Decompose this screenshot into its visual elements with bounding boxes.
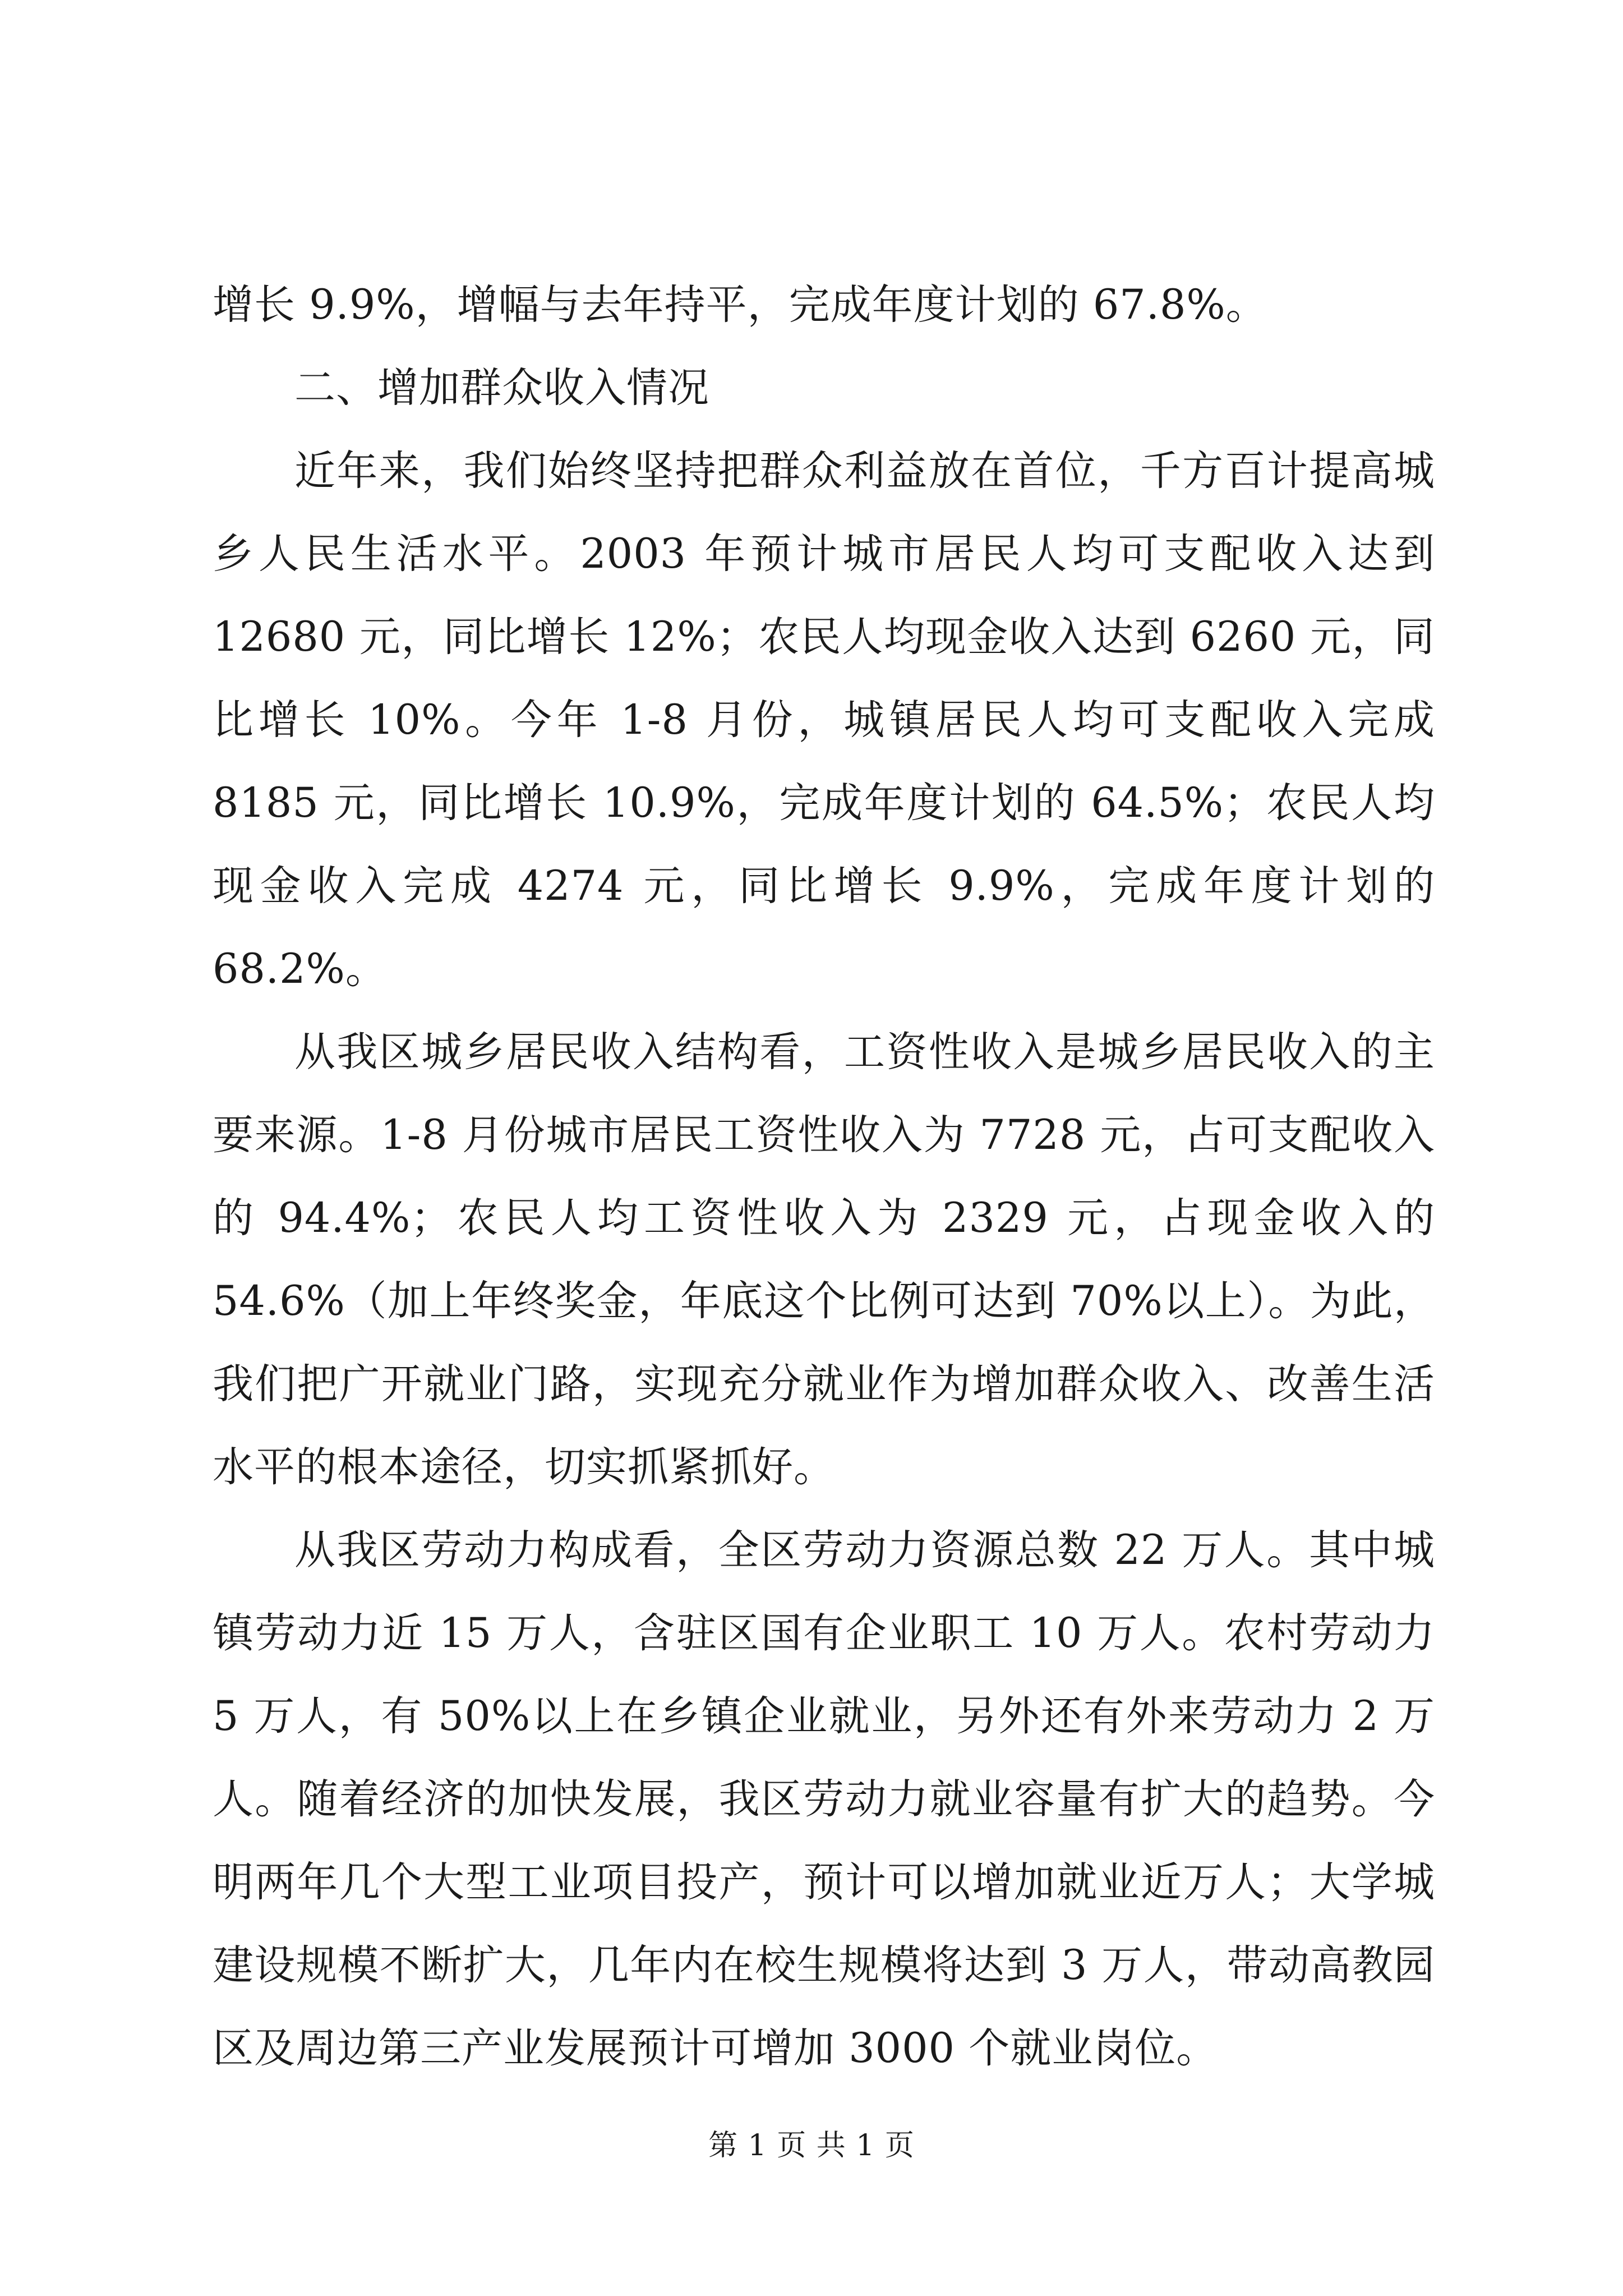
section-heading: 二、增加群众收入情况 (294, 364, 709, 412)
labor-force-paragraph: 从我区劳动力构成看，全区劳动力资源总数 22 万人。其中城镇劳动力近 15 万人，含驻区国有企业职工 10 万人。农村劳动力 5 万人，有 50%以上在乡镇企业就业，另外还有外来劳动力 2 万人。随着经济的加快发展，我区劳动力就业容量有扩大的趋势。今明两年几个大型工业项目投产，预计可以增加就业近万人；大学城建设规模不断扩大，几年内在校生规模将达到 3 万人，带动高教园区及周边第三产业发展预计可增加 3000 个就业岗位。 (213, 1526, 1435, 2072)
document-body (213, 264, 1435, 2090)
income-paragraph: 近年来，我们始终坚持把群众利益放在首位，千方百计提高城乡人民生活水平。2003 年预计城市居民人均可支配收入达到 12680 元，同比增长 12%；农民人均现金收入达到 6260 元，同比增长 10%。今年 1-8 月份，城镇居民人均可支配收入完成 8185 元，同比增长 10.9%，完成年度计划的 64.5%；农民人均现金收入完成 4274 元，同比增长 9.9%，完成年度计划的 68.2%。 (213, 447, 1435, 993)
continuation-paragraph: 增长 9.9%，增幅与去年持平，完成年度计划的 67.8%。 (213, 281, 1267, 329)
income-structure-paragraph: 从我区城乡居民收入结构看，工资性收入是城乡居民收入的主要来源。1-8 月份城市居民工资性收入为 7728 元，占可支配收入的 94.4%；农民人均工资性收入为 2329 元，占现金收入的 54.6%（加上年终奖金，年底这个比例可达到 70%以上）。为此，我们把广开就业门路，实现充分就业作为增加群众收入、改善生活水平的根本途径，切实抓紧抓好。 (213, 1028, 1435, 1491)
page-footer: 第 1 页 共 1 页 (708, 2129, 915, 2162)
